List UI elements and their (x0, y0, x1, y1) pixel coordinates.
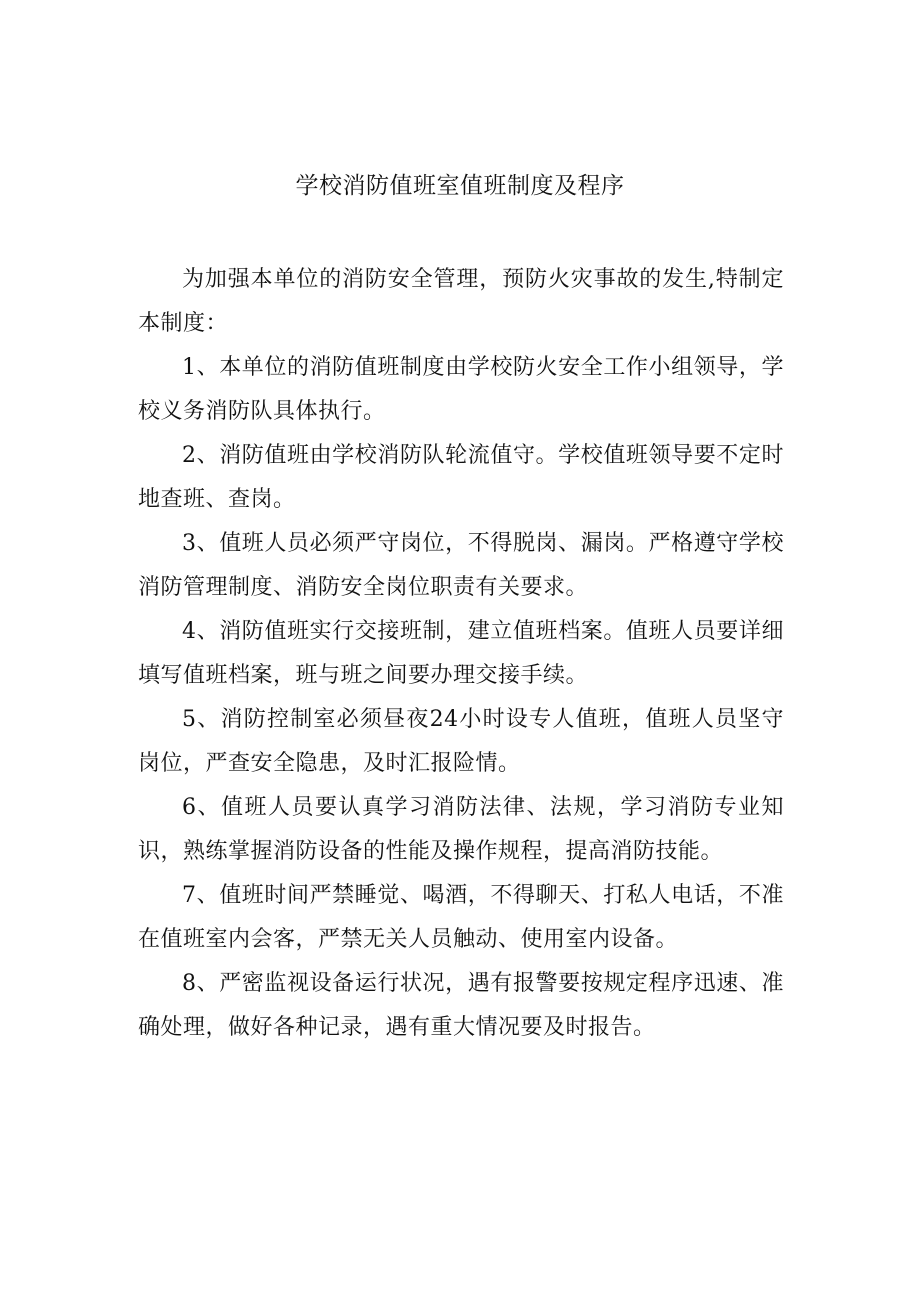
rule-paragraph-8: 8、严密监视设备运行状况，遇有报警要按规定程序迅速、准确处理，做好各种记录，遇有重大情况要及时报告。 (138, 971, 784, 1040)
intro-paragraph: 为加强本单位的消防安全管理，预防火灾事故的发生,特制定本制度： (138, 267, 784, 336)
rule-paragraph-5: 5、消防控制室必须昼夜24小时设专人值班，值班人员坚守岗位，严查安全隐患，及时汇报险情。 (138, 707, 784, 776)
document-title: 学校消防值班室值班制度及程序 (295, 173, 625, 199)
rule-paragraph-2: 2、消防值班由学校消防队轮流值守。学校值班领导要不定时地查班、查岗。 (138, 443, 784, 512)
rule-paragraph-7: 7、值班时间严禁睡觉、喝酒，不得聊天、打私人电话，不准在值班室内会客，严禁无关人员触动、使用室内设备。 (138, 883, 784, 952)
document-body (138, 258, 784, 1050)
rule-paragraph-6: 6、值班人员要认真学习消防法律、法规，学习消防专业知识，熟练掌握消防设备的性能及操作规程，提高消防技能。 (138, 795, 784, 864)
rule-paragraph-1: 1、本单位的消防值班制度由学校防火安全工作小组领导，学校义务消防队具体执行。 (138, 355, 784, 424)
rule-paragraph-4: 4、消防值班实行交接班制，建立值班档案。值班人员要详细填写值班档案，班与班之间要办理交接手续。 (138, 619, 784, 688)
rule-paragraph-3: 3、值班人员必须严守岗位，不得脱岗、漏岗。严格遵守学校消防管理制度、消防安全岗位职责有关要求。 (138, 531, 784, 600)
